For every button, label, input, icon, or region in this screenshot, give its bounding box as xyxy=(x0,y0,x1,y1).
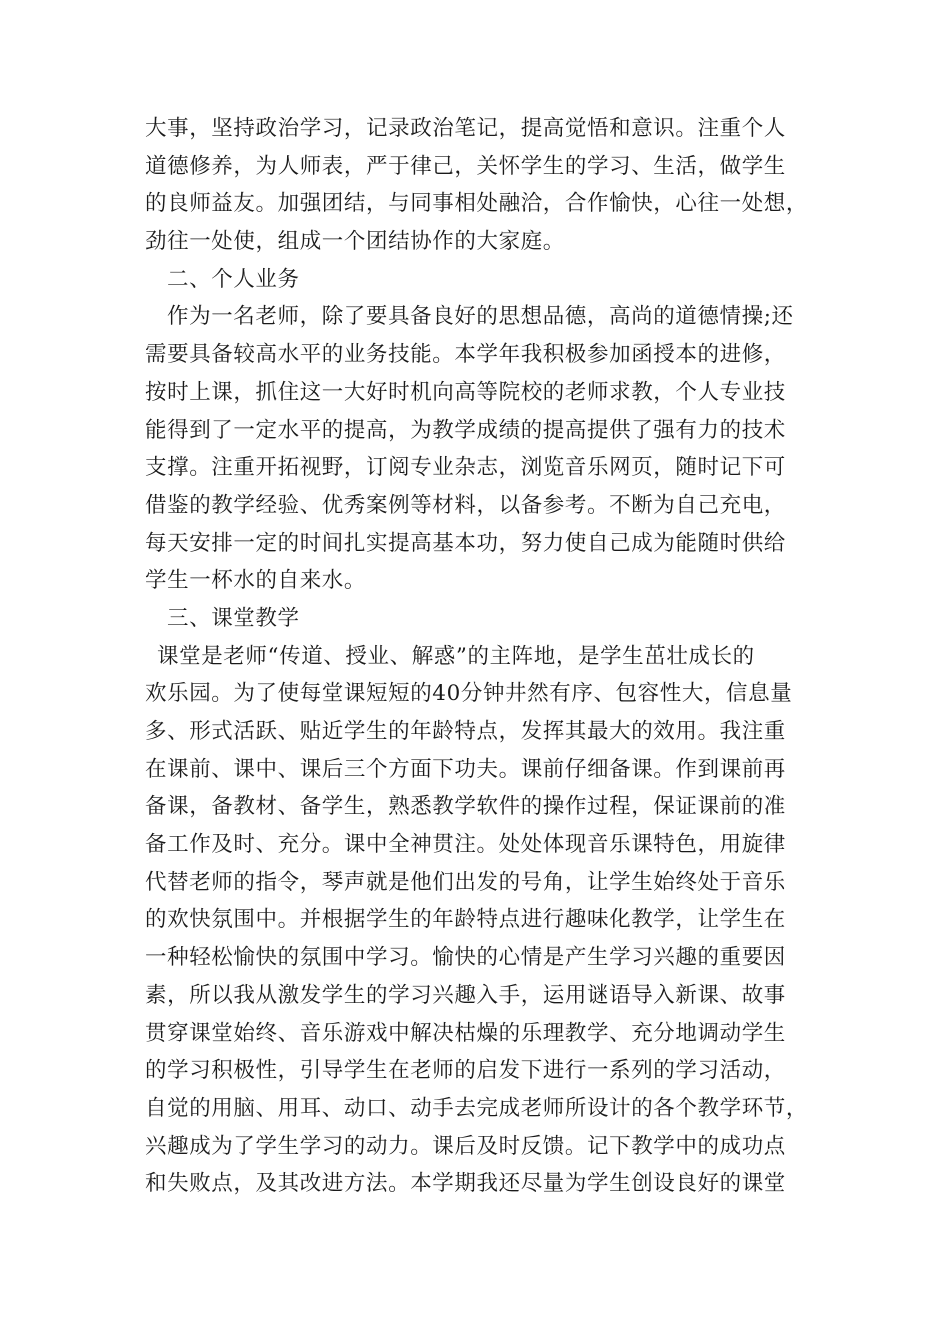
body-line: 多、形式活跃、贴近学生的年龄特点，发挥其最大的效用。我注重 xyxy=(145,719,786,744)
body-line: 一种轻松愉快的氛围中学习。愉快的心情是产生学习兴趣的重要因 xyxy=(145,945,786,971)
body-line: 的学习积极性，引导学生在老师的启发下进行一系列的学习活动， xyxy=(145,1058,786,1084)
section-heading-classroom-teaching: 三、课堂教学 xyxy=(167,605,300,631)
body-line: 按时上课，抓住这一大好时机向高等院校的老师求教，个人专业技 xyxy=(145,379,786,405)
body-line: 借鉴的教学经验、优秀案例等材料，以备参考。不断为自己充电， xyxy=(145,492,786,518)
body-line: 劲往一处使，组成一个团结协作的大家庭。 xyxy=(145,229,565,255)
body-line: 代替老师的指令，琴声就是他们出发的号角，让学生始终处于音乐 xyxy=(145,869,786,895)
body-line: 每天安排一定的时间扎实提高基本功，努力使自己成为能随时供给 xyxy=(145,530,786,556)
body-line: 的欢快氛围中。并根据学生的年龄特点进行趣味化教学，让学生在 xyxy=(145,907,786,933)
body-line: 兴趣成为了学生学习的动力。课后及时反馈。记下教学中的成功点 xyxy=(145,1133,786,1159)
body-line: 备课，备教材、备学生，熟悉教学软件的操作过程，保证课前的准 xyxy=(145,794,786,820)
body-line: 课堂是老师“传道、授业、解惑”的主阵地，是学生茁壮成长的 xyxy=(157,643,755,669)
document-body xyxy=(145,110,825,1203)
body-line: 需要具备较高水平的业务技能。本学年我积极参加函授本的进修， xyxy=(145,342,786,368)
body-line: 和失败点，及其改进方法。本学期我还尽量为学生创设良好的课堂 xyxy=(145,1171,786,1197)
body-line: 能得到了一定水平的提高，为教学成绩的提高提供了强有力的技术 xyxy=(145,417,786,443)
section-heading-personal-business: 二、个人业务 xyxy=(167,266,300,292)
body-line: 欢乐园。为了使每堂课短短的40分钟井然有序、包容性大，信息量 xyxy=(145,681,793,707)
body-line: 学生一杯水的自来水。 xyxy=(145,568,367,594)
body-line: 的良师益友。加强团结，与同事相处融洽，合作愉快，心往一处想， xyxy=(145,191,809,217)
body-line: 素，所以我从激发学生的学习兴趣入手，运用谜语导入新课、故事 xyxy=(145,982,786,1008)
body-line: 道德修养，为人师表，严于律己，关怀学生的学习、生活，做学生 xyxy=(145,153,786,179)
body-line: 作为一名老师，除了要具备良好的思想品德，高尚的道德情操;还 xyxy=(167,304,794,330)
body-line: 备工作及时、充分。课中全神贯注。处处体现音乐课特色，用旋律 xyxy=(145,832,786,858)
body-line: 支撑。注重开拓视野，订阅专业杂志，浏览音乐网页，随时记下可 xyxy=(145,455,786,481)
body-line: 贯穿课堂始终、音乐游戏中解决枯燥的乐理教学、充分地调动学生 xyxy=(145,1020,786,1046)
body-line: 自觉的用脑、用耳、动口、动手去完成老师所设计的各个教学环节， xyxy=(145,1095,809,1121)
body-line: 在课前、课中、课后三个方面下功夫。课前仔细备课。作到课前再 xyxy=(145,756,786,782)
body-line: 大事，坚持政治学习，记录政治笔记，提高觉悟和意识。注重个人 xyxy=(145,116,786,141)
